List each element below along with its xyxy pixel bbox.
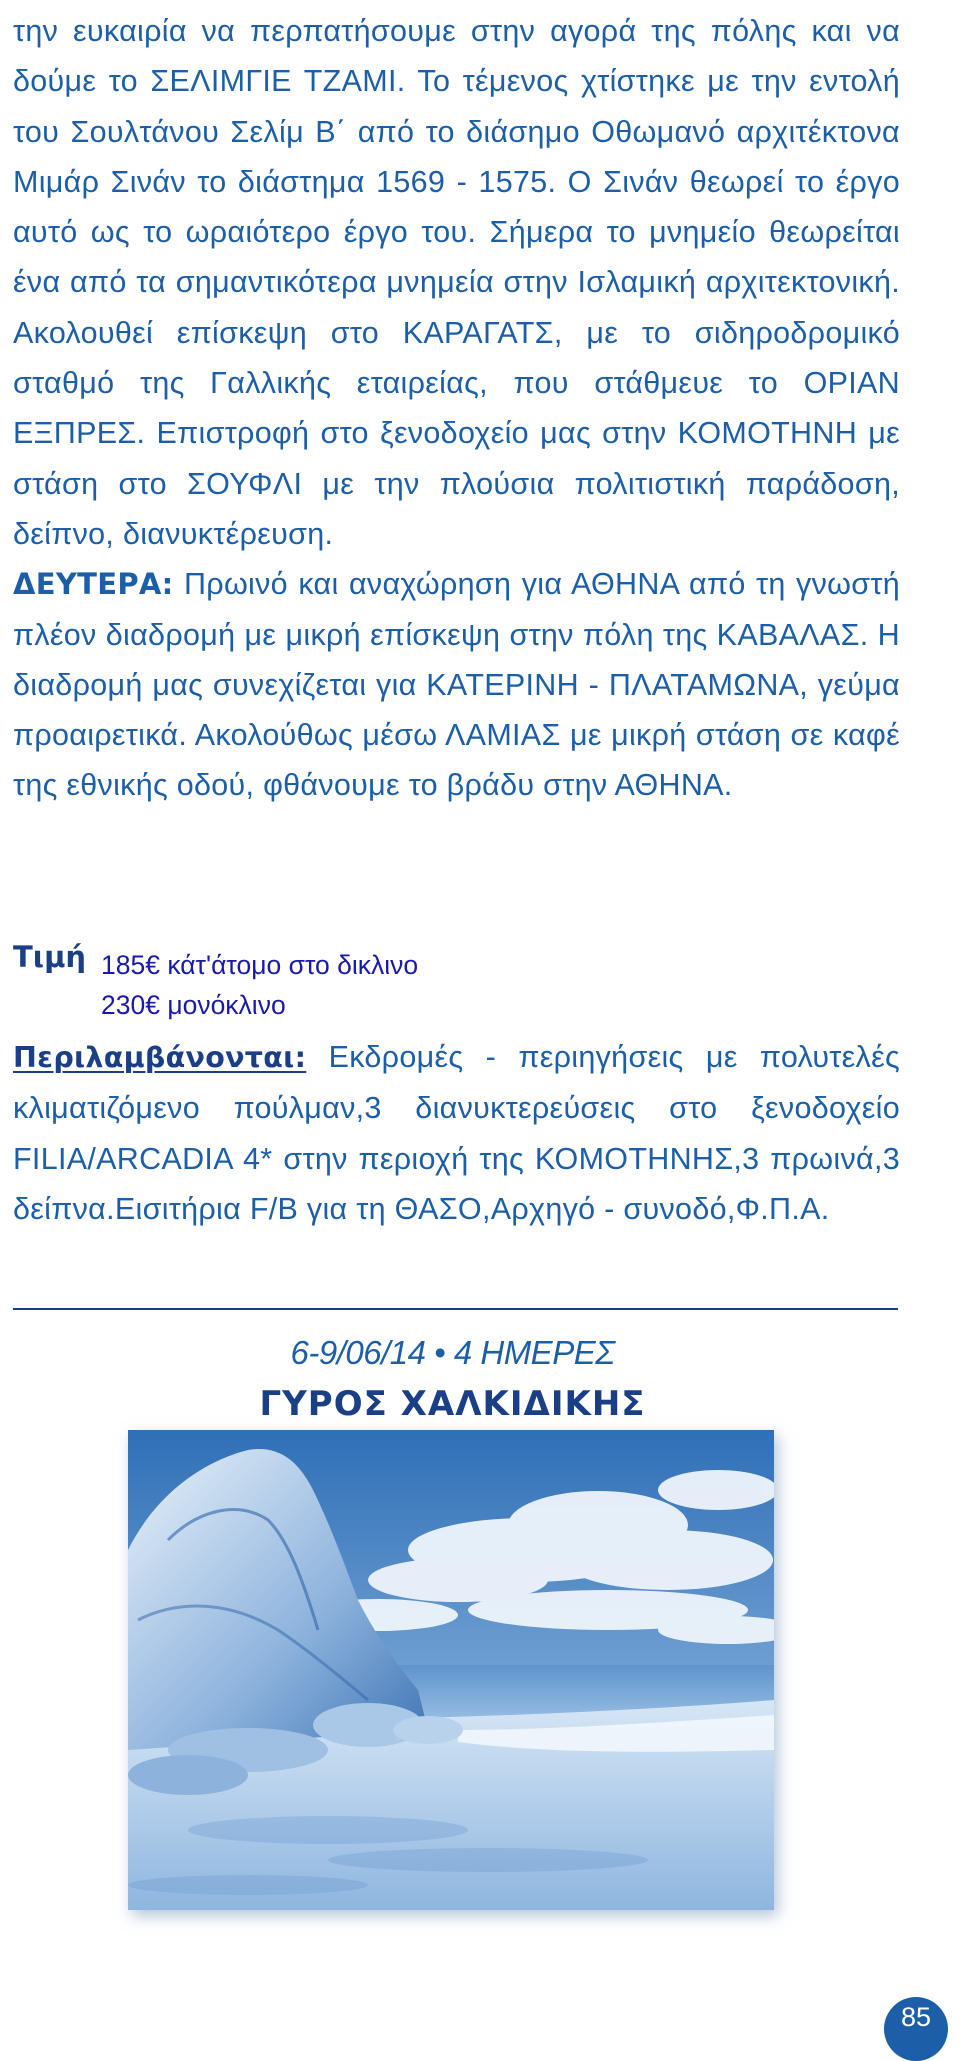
itinerary-text [13,6,900,811]
section-divider [13,1308,898,1310]
day-paragraph [13,559,900,810]
tour-dates: 6-9/06/14 • 4 ΗΜΕΡΕΣ [290,1334,615,1371]
page-number: 85 [900,2002,932,2032]
includes-section [13,1032,900,1234]
includes-paragraph [13,1032,900,1234]
includes-label: Περιλαμβάνονται: [13,1041,307,1074]
beach-rocks-photo [128,1430,774,1910]
price-label: Τιμή [13,940,87,974]
price-double-room: 185€ κάτ'άτομο στο δικλινο [101,950,419,980]
price-single-room: 230€ μονόκλινο [101,990,286,1020]
tour-photo [128,1430,774,1910]
includes-text: Εκδρομές - περιηγήσεις με πολυτελές κλιματιζόμενο πούλμαν,3 διανυκτερεύσεις στο ξενοδοχείο FILIA/ARCADIA 4* στην περιοχή της ΚΟΜΟΤΗΝΗΣ,3 πρωινά,3 δείπνα.Εισιτήρια F/B για τη ΘΑΣΟ,Αρχηγό - συνοδό,Φ.Π.Α. [13,1040,900,1226]
day-text: Πρωινό και αναχώρηση για ΑΘΗΝΑ από τη γνωστή πλέον διαδρομή με μικρή επίσκεψη στην πόλη της ΚΑΒΑΛΑΣ. Η διαδρομή μας συνεχίζεται για ΚΑΤΕΡΙΝΗ - ΠΛΑΤΑΜΩΝΑ, γεύμα προαιρετικά. Ακολούθως μέσω ΛΑΜΙΑΣ με μικρή στάση σε καφέ της εθνικής οδού, φθάνουμε το βράδυ στην ΑΘΗΝΑ. [13,567,900,803]
day-label: ΔΕΥΤΕΡΑ: [13,567,174,602]
tour-title: ΓΥΡΟΣ ΧΑΛΚΙΔΙΚΗΣ [259,1384,646,1424]
itinerary-paragraph: την ευκαιρία να περπατήσουμε στην αγορά της πόλης και να δούμε το ΣΕΛΙΜΓΙΕ ΤΖΑΜΙ. Το τέμενος χτίστηκε με την εντολή του Σουλτάνου Σελίμ Β΄ από το διάσημο Οθωμανό αρχιτέκτονα Μιμάρ Σινάν το διάστημα 1569 - 1575. Ο Σινάν θεωρεί το έργο αυτό ως το ωραιότερο έργο του. Σήμερα το μνημείο θεωρείται ένα από τα σημαντικότερα μνημεία στην Ισλαμική αρχιτεκτονική. Ακολουθεί επίσκεψη στο ΚΑΡΑΓΑΤΣ, με το σιδηροδρομικό σταθμό της Γαλλικής εταιρείας, που στάθμευε το ΟΡΙΑΝ ΕΞΠΡΕΣ. Επιστροφή στο ξενοδοχείο μας στην ΚΟΜΟΤΗΝΗ με στάση στο ΣΟΥΦΛΙ με την πλούσια πολιτιστική παράδοση, δείπνο, διανυκτέρευση. [13,14,900,551]
